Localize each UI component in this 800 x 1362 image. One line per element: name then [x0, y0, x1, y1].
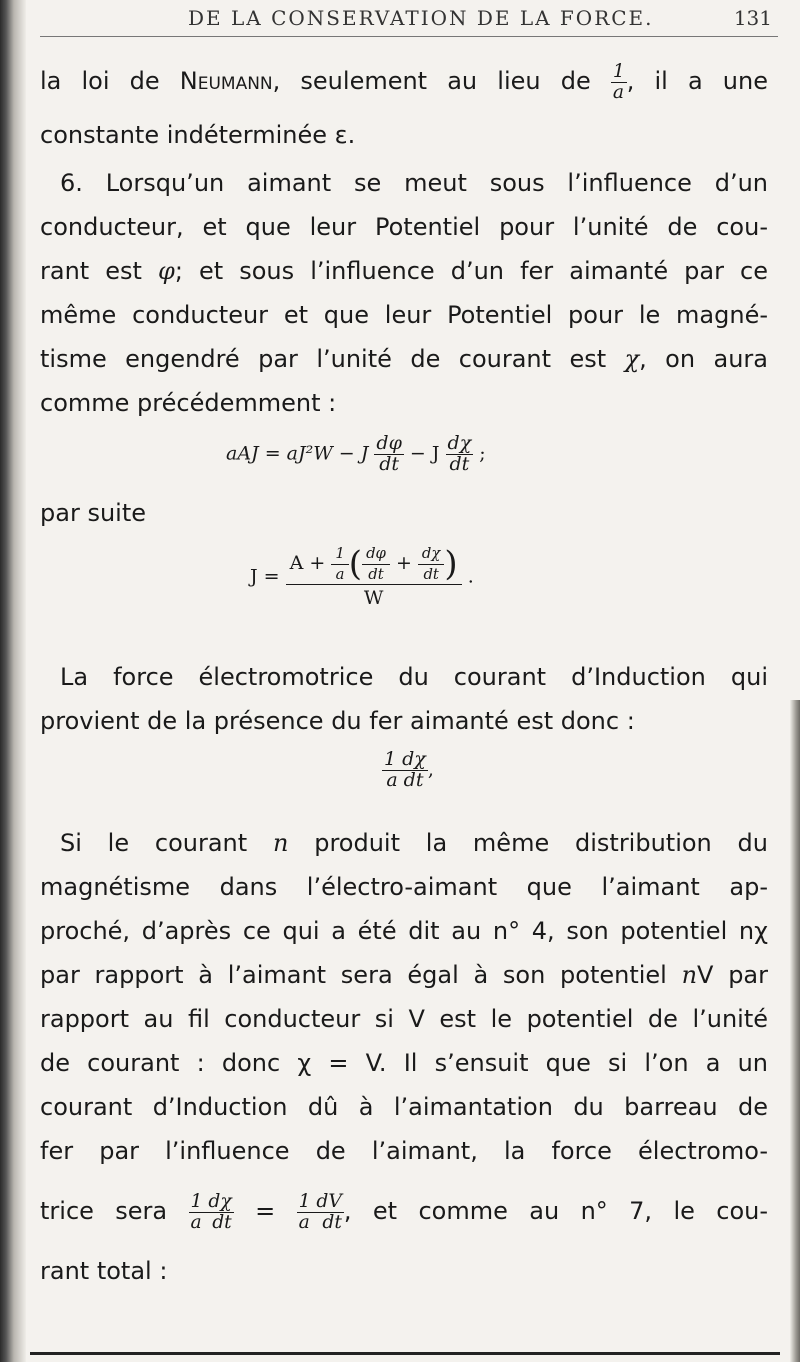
- equation-term: A +: [289, 552, 332, 575]
- fraction: [374, 434, 403, 475]
- text-line: magnétisme dans l’électro-aimant que l’aimant ap-: [40, 873, 768, 901]
- fraction: [382, 750, 428, 791]
- text-line: de courant : donc χ = V. Il s’ensuit que si l’on a un: [40, 1049, 768, 1077]
- text-run: , il a une: [626, 67, 768, 96]
- fraction-denominator: a: [335, 565, 345, 583]
- fraction: [418, 546, 444, 582]
- big-fraction-numerator: [286, 546, 462, 585]
- page-number: 131: [733, 6, 772, 30]
- equation-operator: +: [389, 552, 418, 575]
- equation-operator: − J: [403, 442, 446, 465]
- equation-2: [250, 546, 474, 609]
- fraction-denominator: a dt: [190, 1211, 232, 1233]
- equation-operator: =: [233, 1197, 297, 1226]
- running-header: DE LA CONSERVATION DE LA FORCE.: [188, 6, 654, 30]
- fraction-denominator: a: [612, 81, 624, 103]
- text-line: par suite: [40, 499, 146, 527]
- big-fraction-denominator: W: [363, 587, 384, 610]
- right-paren: ): [444, 544, 458, 585]
- text-run: trice sera: [40, 1197, 189, 1226]
- text-line: [40, 1192, 768, 1232]
- text-line: rant total :: [40, 1257, 168, 1285]
- page-bottom-edge: [30, 1352, 780, 1355]
- text-run: rant est: [40, 257, 159, 285]
- fraction: [331, 546, 348, 582]
- text-line: même conducteur et que leur Potentiel pour le magné-: [40, 301, 768, 329]
- text-run: par rapport à l’aimant sera égal à son potentiel: [40, 961, 682, 989]
- text-line: [40, 62, 768, 102]
- text-run: , et comme au n° 7, le cou-: [343, 1197, 769, 1226]
- page-edge-shadow: [0, 0, 26, 1362]
- header-rule: [40, 36, 778, 37]
- author-name: Neumann: [179, 67, 273, 96]
- fraction-numerator: dφ: [362, 546, 390, 565]
- text-run: tisme engendré par l’unité de courant est: [40, 345, 625, 373]
- equation-1: [226, 434, 486, 475]
- text-run: , seulement au lieu de: [272, 67, 611, 96]
- text-run: la loi de: [40, 67, 180, 96]
- text-run: , on aura: [639, 345, 768, 373]
- equation-lhs: aAJ = aJ²W − J: [226, 442, 369, 465]
- fraction-denominator: dt: [449, 452, 470, 475]
- fraction-numerator: dφ: [376, 432, 402, 454]
- symbol-n: n: [681, 961, 698, 989]
- text-line: [40, 342, 768, 376]
- text-line: [40, 254, 768, 288]
- fraction-numerator: 1 dχ: [384, 748, 426, 770]
- fraction-numerator: dχ: [447, 432, 472, 454]
- equation-punctuation: ;: [473, 442, 486, 465]
- equation-punctuation: ,: [427, 758, 434, 781]
- text-run: V par: [697, 961, 768, 989]
- fraction: [362, 546, 390, 582]
- fraction: [611, 62, 627, 102]
- fraction-numerator: 1 dχ: [190, 1191, 232, 1212]
- text-line: comme précédemment :: [40, 389, 337, 417]
- fraction: [446, 434, 474, 475]
- text-run: ; et sous l’influence d’un fer aimanté par ce: [174, 257, 769, 285]
- text-line: constante indéterminée ε.: [40, 121, 356, 149]
- fraction-numerator: dχ: [418, 546, 444, 565]
- text-line: proché, d’après ce qui a été dit au n° 4, son potentiel nχ: [40, 917, 768, 945]
- fraction: [189, 1192, 234, 1232]
- text-run: Si le courant: [60, 829, 273, 857]
- fraction-denominator: dt: [368, 565, 384, 583]
- fraction-denominator: dt: [423, 565, 439, 583]
- fraction: [297, 1192, 344, 1232]
- equation-3: [382, 750, 434, 791]
- text-line: 6. Lorsqu’un aimant se meut sous l’influence d’un: [60, 169, 768, 197]
- text-line: [40, 826, 768, 860]
- fraction-numerator: 1: [331, 546, 348, 565]
- text-line: fer par l’influence de l’aimant, la force électromo-: [40, 1137, 768, 1165]
- fraction-denominator: dt: [379, 452, 400, 475]
- fraction-numerator: 1 dV: [298, 1191, 342, 1212]
- text-line: [40, 958, 768, 992]
- left-paren: (: [348, 544, 363, 585]
- fraction-denominator: a dt: [298, 1211, 342, 1233]
- symbol-phi: φ: [158, 257, 175, 285]
- text-line: rapport au fil conducteur si V est le potentiel de l’unité: [40, 1005, 768, 1033]
- symbol-n: n: [272, 829, 289, 857]
- text-line: courant d’Induction dû à l’aimantation du barreau de: [40, 1093, 768, 1121]
- text-line: provient de la présence du fer aimanté est donc :: [40, 707, 635, 735]
- symbol-chi: χ: [624, 345, 640, 373]
- fraction-denominator: a dt: [386, 768, 424, 791]
- page-edge-shadow-right: [790, 700, 800, 1362]
- fraction-numerator: 1: [612, 61, 625, 82]
- big-fraction: [286, 546, 462, 609]
- text-line: La force électromotrice du courant d’Induction qui: [60, 663, 768, 691]
- text-line: conducteur, et que leur Potentiel pour l’unité de cou-: [40, 213, 768, 241]
- equation-lhs: J =: [250, 565, 280, 588]
- text-run: produit la même distribution du: [288, 829, 768, 857]
- equation-punctuation: .: [461, 565, 474, 588]
